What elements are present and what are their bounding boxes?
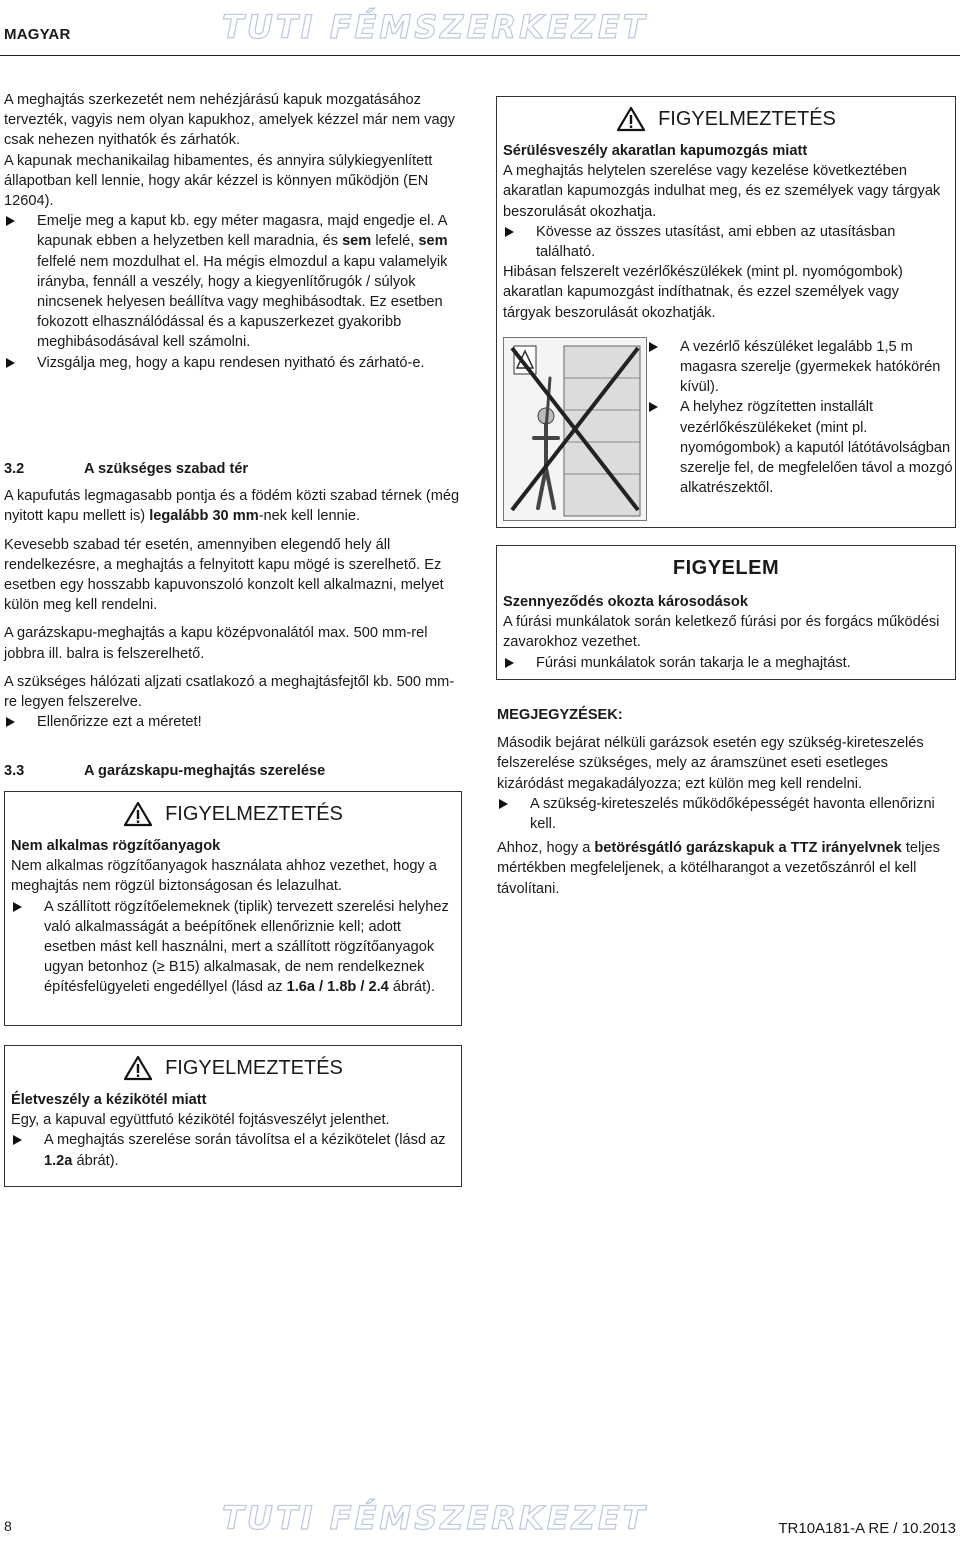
- paragraph: Kevesebb szabad tér esetén, amennyiben elegendő hely áll rendelkezésre, a meghajtás a felnyitott kapu mögé is szerelhető. Ez esetben egy hosszabb kapuvonszoló konzolt kell alkalmazni, melyet külön meg kell rendelni.: [4, 536, 444, 614]
- list-item: Kövesse az összes utasítást, ami ebben az utasításban található.: [503, 222, 949, 262]
- notes-paragraph: Ahhoz, hogy a betörésgátló garázskapuk a TTZ irányelvnek teljes mértékben megfeleljenek, a kötélharangot a vezetőszánról el kell távolítani.: [497, 840, 940, 897]
- document-code: TR10A181-A RE / 10.2013: [778, 1520, 956, 1537]
- warning-subtitle: Sérülésveszély akaratlan kapumozgás miatt: [503, 143, 808, 159]
- warning-triangle-icon: [123, 1055, 153, 1081]
- warning-text: Nem alkalmas rögzítőanyagok használata ahhoz vezethet, hogy a meghajtás nem rögzül biztonságosan és lelazulhat.: [11, 858, 437, 895]
- warning-subtitle: Életveszély a kézikötél miatt: [11, 1092, 207, 1108]
- list-item: A meghajtás szerelése során távolítsa el a kézikötelet (lásd az 1.2a ábrát).: [11, 1130, 455, 1170]
- child-at-controller-illustration: [503, 337, 647, 521]
- paragraph: A kapufutás legmagasabb pontja és a födém közti szabad térnek (még nyitott kapu mellett is) legalább 30 mm-nek kell lennie.: [4, 488, 460, 525]
- warning-title: FIGYELMEZTETÉS: [503, 105, 949, 133]
- list-item: A szükség-kireteszelés működőképességét havonta ellenőrizni kell.: [497, 794, 957, 834]
- warning-title: FIGYELMEZTETÉS: [11, 800, 455, 828]
- list-item: Emelje meg a kaput kb. egy méter magasra, majd engedje el. A kapunak ebben a helyzetben kell maradnia, és sem lefelé, sem felfelé nem mozdulhat el. Ha mégis elmozdul a kapu valamelyik irányba, fennáll a veszély, hogy a kiegyenlítőrugók / súlyok nincsenek helyesen beállítva vagy meghibásodtak. Ez esetben fokozott elhasználódással és a kapuszerkezet gyakoribb meghibásodásával kell számolni.: [4, 211, 460, 352]
- warning-triangle-icon: [616, 106, 646, 132]
- notes-paragraph: Második bejárat nélküli garázsok esetén egy szükség-kireteszelés felszerelése szükséges, mely az áramszünet eseti esetleges kizáródást megakadályozza; ezt külön meg kell rendelni.: [497, 735, 924, 792]
- caution-box: [496, 545, 956, 680]
- notes-section: [497, 705, 957, 899]
- warning-text: Egy, a kapuval együttfutó kézikötél fojtásveszélyt jelenthet.: [11, 1112, 390, 1129]
- section-heading: 3.2 A szükséges szabad tér: [4, 461, 249, 477]
- intro-paragraph-1: A meghajtás szerkezetét nem nehézjárású kapuk mozgatásához tervezték, vagyis nem olyan kapukhoz, amelyek kézzel már nem vagy csak nehezen nyithatók és zárhatók.: [4, 92, 455, 149]
- notes-heading: MEGJEGYZÉSEK:: [497, 707, 623, 723]
- warning-box-rope: [4, 1045, 462, 1187]
- warning-title: FIGYELMEZTETÉS: [11, 1054, 455, 1082]
- warning-triangle-icon: [123, 801, 153, 827]
- list-item: A vezérlő készüléket legalább 1,5 m magasra szerelje (gyermekek hatókörén kívül).: [647, 337, 955, 398]
- section-3-3-heading: 3.3 A garázskapu-meghajtás szerelése: [4, 763, 326, 779]
- header-divider: [0, 55, 960, 56]
- intro-paragraph-2: A kapunak mechanikailag hibamentes, és annyira súlykiegyenlített állapotban kell lennie, hogy akár kézzel is könnyen működjön (EN 12604).: [4, 152, 433, 210]
- header-watermark: TUTI FÉMSZERKEZET: [222, 8, 648, 46]
- warning-text: A meghajtás helytelen szerelése vagy kezelése következtében akaratlan kapumozgás indulhat meg, és ez személyek vagy tárgyak beszorulását okozhatja.: [503, 163, 941, 220]
- caution-text: A fúrási munkálatok során keletkező fúrási por és forgács működési zavarokhoz vezethet.: [503, 614, 940, 651]
- warning-box-fixings: [4, 791, 462, 1026]
- list-item: Ellenőrizze ezt a méretet!: [4, 712, 460, 732]
- left-column: [4, 90, 460, 373]
- list-item: A helyhez rögzítetten installált vezérlőkészülékeket (mint pl. nyomógombok) a kaputól látótávolságban szerelje fel, de megfelelően távol a mozgó alkatrészektől.: [647, 397, 955, 498]
- list-item: Vizsgálja meg, hogy a kapu rendesen nyitható és zárható-e.: [4, 353, 460, 373]
- list-item: Fúrási munkálatok során takarja le a meghajtást.: [503, 653, 949, 673]
- caution-title: FIGYELEM: [672, 557, 780, 579]
- warning-subtitle: Nem alkalmas rögzítőanyagok: [11, 838, 221, 854]
- paragraph: A szükséges hálózati aljzati csatlakozó a meghajtásfejtől kb. 500 mm-re legyen felszerelve.: [4, 673, 455, 711]
- warning-box-movement: [496, 96, 956, 528]
- language-label: MAGYAR: [4, 26, 71, 43]
- section-3-2: [4, 459, 460, 732]
- footer-watermark: TUTI FÉMSZERKEZET: [222, 1499, 648, 1537]
- page-number: 8: [4, 1518, 12, 1534]
- paragraph: A garázskapu-meghajtás a kapu középvonalától max. 500 mm-rel jobbra ill. balra is felszerelhető.: [4, 625, 428, 662]
- list-item: A szállított rögzítőelemeknek (tiplik) tervezett szerelési helyhez való alkalmasságát a beépítőnek ellenőriznie kell; adott esetben mást kell használni, mert a szállított rögzítőanyagok ugyan betonhoz (≥ B15) alkalmasak, de nem rendelkeznek építésfelügyeleti engedéllyel (lásd az 1.6a / 1.8b / 2.4 ábrát).: [11, 897, 455, 998]
- warning-text: Hibásan felszerelt vezérlőkészülékek (mint pl. nyomógombok) akaratlan kapumozgást indíthatnak, és ezzel személyek vagy tárgyak beszorulását okozhatják.: [503, 264, 903, 321]
- caution-subtitle: Szennyeződés okozta károsodások: [503, 594, 748, 610]
